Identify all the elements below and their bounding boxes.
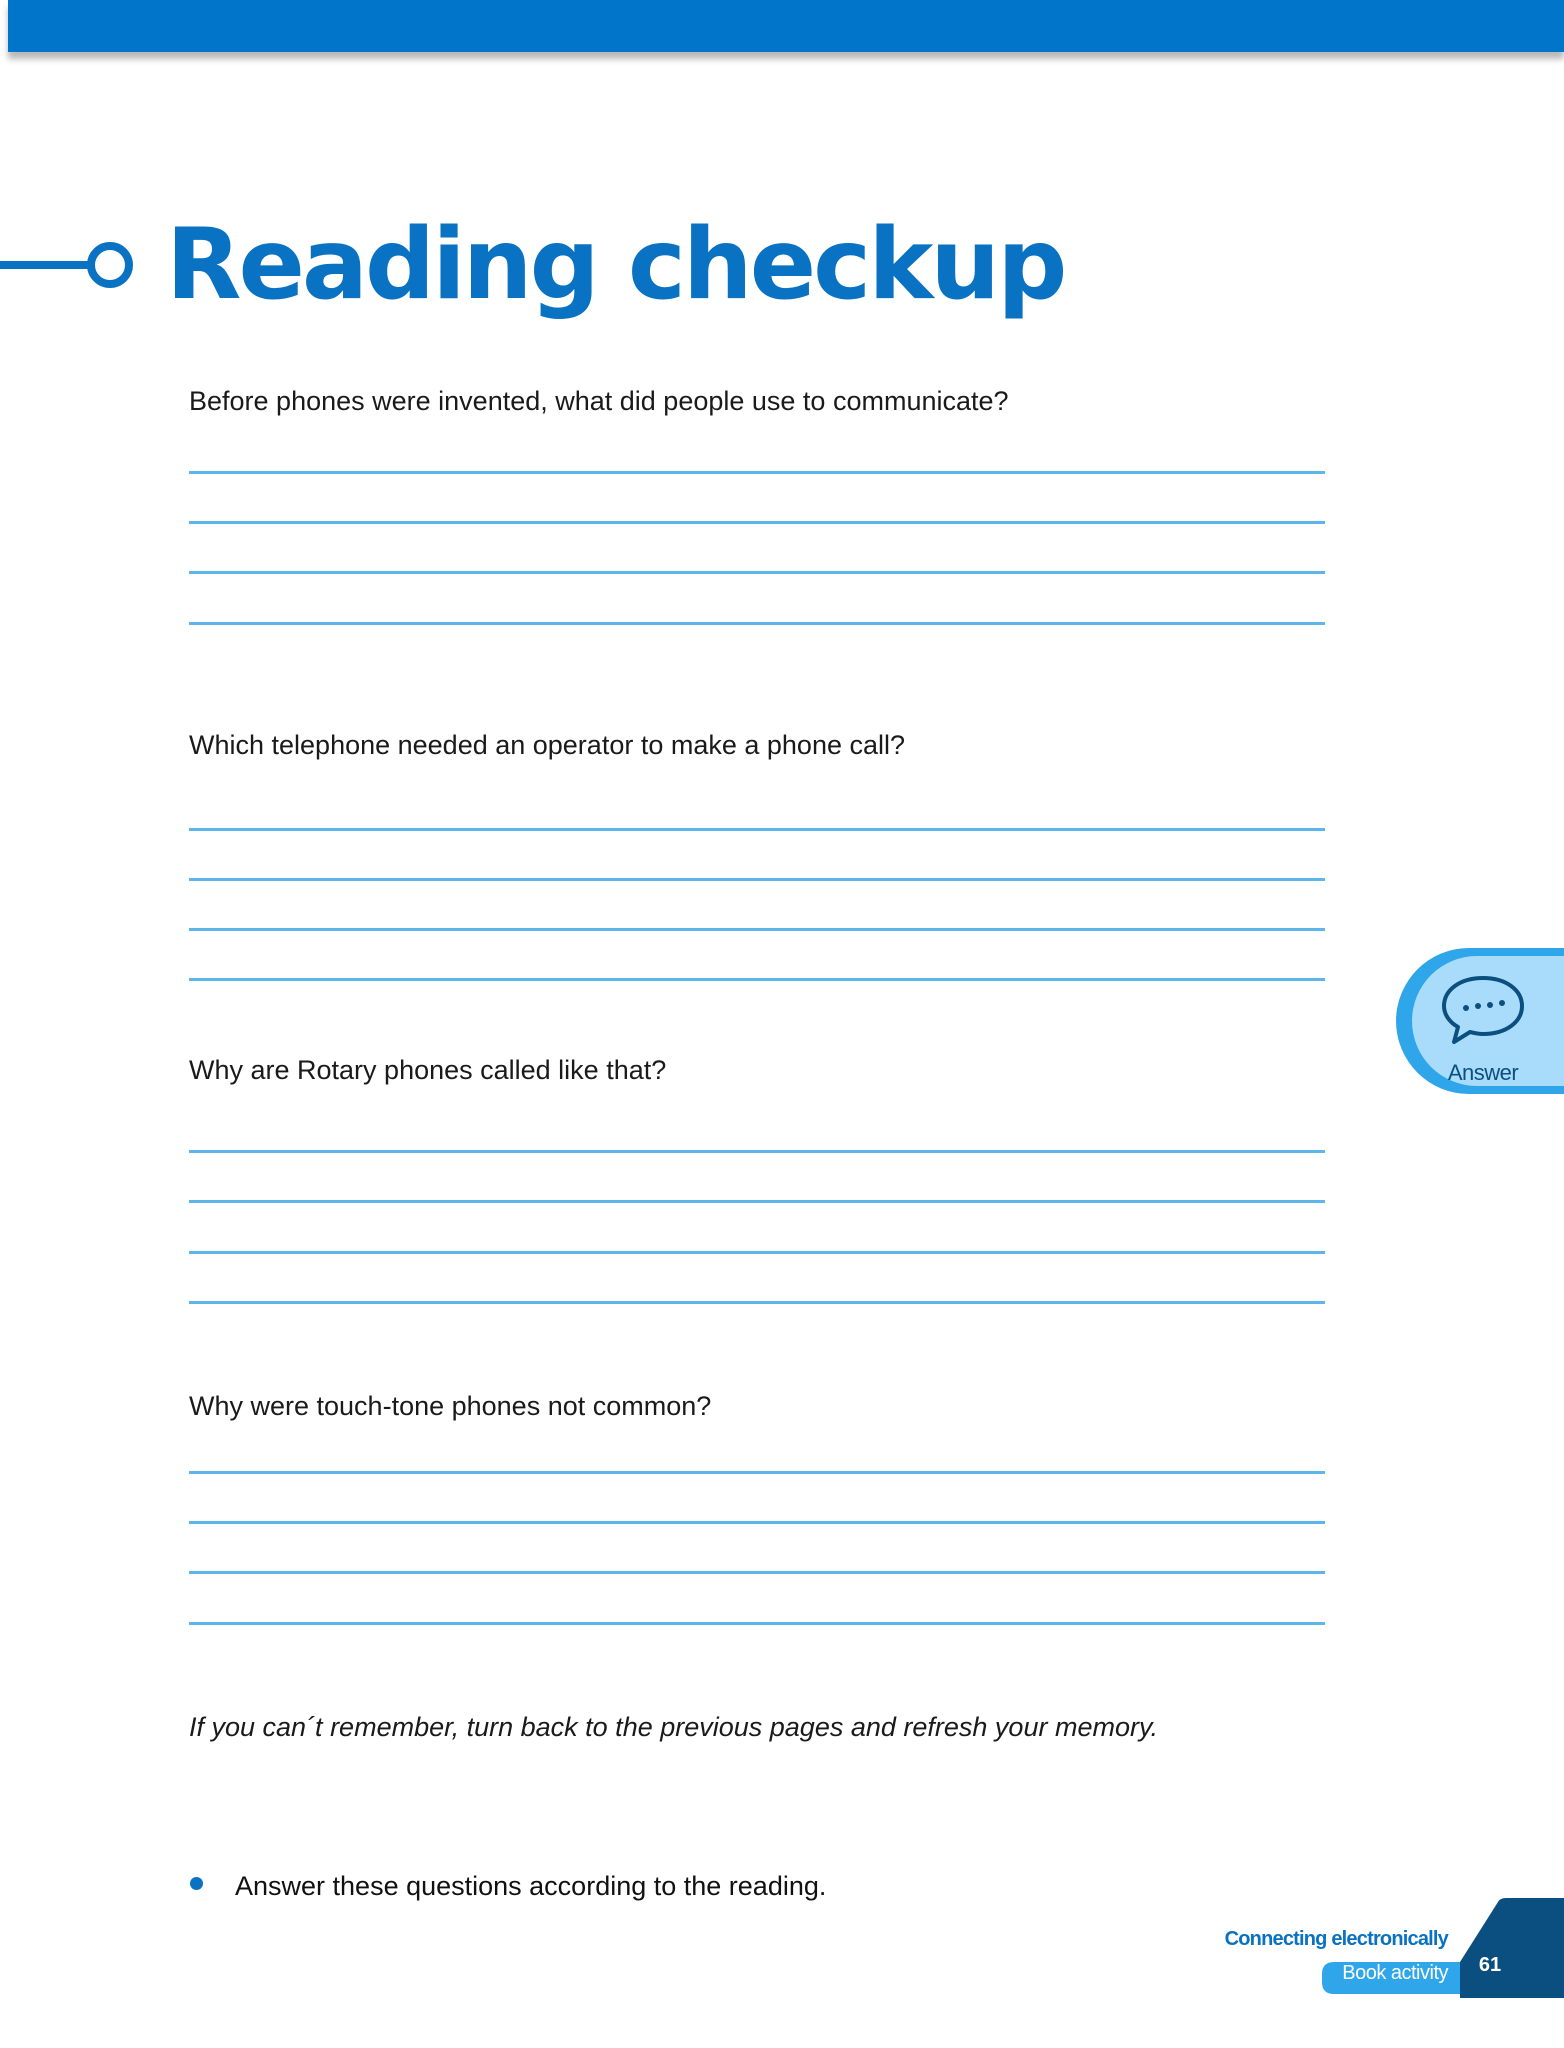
answer-line[interactable]: [189, 978, 1325, 981]
answer-line[interactable]: [189, 878, 1325, 881]
answer-button[interactable]: [1396, 948, 1564, 1094]
answer-line[interactable]: [189, 1521, 1325, 1524]
hint-text: If you can´t remember, turn back to the previous pages and refresh your memory.: [189, 1712, 1158, 1742]
answer-line[interactable]: [189, 471, 1325, 474]
answer-line[interactable]: [189, 521, 1325, 524]
question-1: Before phones were invented, what did people use to communicate?: [189, 386, 1009, 416]
top-banner: [8, 0, 1564, 52]
answer-line[interactable]: [189, 1471, 1325, 1474]
answer-line[interactable]: [189, 1251, 1325, 1254]
answer-label: Answer: [1447, 1060, 1519, 1085]
answer-line[interactable]: [189, 1301, 1325, 1304]
speech-bubble-icon: [1438, 972, 1528, 1046]
page-title: Reading checkup: [166, 208, 1065, 322]
question-4: Why were touch-tone phones not common?: [189, 1391, 712, 1421]
answer-line[interactable]: [189, 828, 1325, 831]
answer-line[interactable]: [189, 622, 1325, 625]
answer-line[interactable]: [189, 1150, 1325, 1153]
title-marker-icon: [0, 235, 145, 295]
bullet-icon: [190, 1877, 203, 1890]
answer-line[interactable]: [189, 1622, 1325, 1625]
question-3: Why are Rotary phones called like that?: [189, 1055, 667, 1085]
question-2: Which telephone needed an operator to make a phone call?: [189, 730, 906, 760]
footer-subtitle: Book activity: [1342, 1962, 1448, 1984]
answer-line[interactable]: [189, 571, 1325, 574]
answer-line[interactable]: [189, 1571, 1325, 1574]
footer-section-title: Connecting electronically: [1224, 1928, 1448, 1950]
answer-line[interactable]: [189, 928, 1325, 931]
instruction-text: Answer these questions according to the reading.: [235, 1871, 827, 1901]
answer-button-inner: [1412, 956, 1564, 1086]
answer-line[interactable]: [189, 1200, 1325, 1203]
page-number: 61: [1468, 1943, 1512, 1987]
